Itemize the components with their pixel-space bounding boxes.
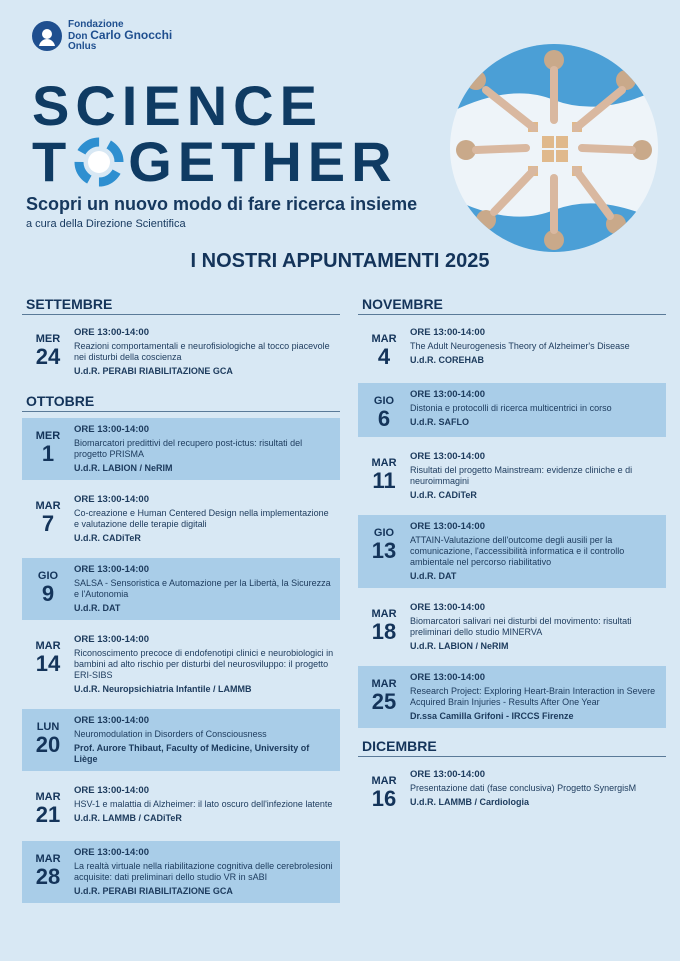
event-unit: U.d.R. LAMMB / Cardiologia (410, 797, 529, 807)
event-unit: U.d.R. CADiTeR (410, 490, 477, 500)
event-time: ORE 13:00-14:00 (74, 847, 149, 858)
event-time: ORE 13:00-14:00 (74, 715, 149, 726)
event-time: ORE 13:00-14:00 (74, 634, 149, 645)
event-day: 20 (35, 732, 61, 757)
event-time: ORE 13:00-14:00 (410, 327, 485, 338)
month-settembre: SETTEMBRE (22, 294, 340, 315)
event-time: ORE 13:00-14:00 (410, 602, 485, 613)
title-together-suffix: GETHER (128, 130, 398, 193)
foundation-logo (32, 20, 172, 52)
event-unit: U.d.R. LABION / NeRIM (74, 463, 173, 473)
event-time: ORE 13:00-14:00 (410, 389, 485, 400)
event-topic: Presentazione dati (fase conclusiva) Progetto SynergisM (410, 783, 637, 793)
event-day: 7 (41, 511, 55, 536)
event-weekday: MER (35, 333, 61, 345)
event-topic: Biomarcatori salivari nei disturbi del movimento: risultati preliminari dello studio MINERVA (410, 616, 632, 637)
event-day: 16 (371, 786, 397, 811)
event-day: 13 (371, 538, 397, 563)
event-weekday: MAR (35, 853, 61, 865)
event-weekday: MER (35, 430, 61, 442)
event-time: ORE 13:00-14:00 (410, 769, 485, 780)
event-card (358, 596, 666, 658)
event-weekday: LUN (36, 721, 60, 733)
event-card (22, 779, 340, 833)
event-weekday: MAR (371, 457, 397, 469)
event-topic: HSV-1 e malattia di Alzheimer: il lato oscuro dell'infezione latente (74, 799, 333, 809)
month-novembre: NOVEMBRE (358, 294, 666, 315)
event-weekday: GIO (373, 395, 395, 407)
logo-line2a: Don (68, 31, 88, 42)
circular-arrows-icon (74, 137, 124, 187)
event-unit: U.d.R. Neuropsichiatria Infantile / LAMMB (74, 684, 252, 694)
event-day: 6 (377, 406, 391, 431)
event-card (358, 383, 666, 437)
event-weekday: MAR (35, 791, 61, 803)
event-day: 28 (35, 864, 61, 889)
event-card (22, 418, 340, 480)
event-date (22, 327, 74, 377)
event-day: 18 (371, 619, 397, 644)
schedule-heading: I NOSTRI APPUNTAMENTI 2025 (190, 250, 490, 272)
title-together-prefix: T (32, 130, 73, 193)
event-unit: U.d.R. PERABI RIABILITAZIONE GCA (74, 886, 233, 896)
event-topic: Co-creazione e Human Centered Design nella implementazione e valutazione delle terapie digitali (74, 508, 329, 529)
event-card (22, 628, 340, 701)
event-card (358, 515, 666, 588)
event-time: ORE 13:00-14:00 (74, 564, 149, 575)
event-topic: Research Project: Exploring Heart-Brain Interaction in Severe Acquired Brain Injuries - Results After One Year (410, 686, 656, 707)
event-time: ORE 13:00-14:00 (74, 785, 149, 796)
event-weekday: MAR (371, 608, 397, 620)
logo-line2b: Carlo Gnocchi (90, 28, 173, 42)
event-topic: ATTAIN-Valutazione dell'outcome degli ausili per la comunicazione, l'accessibilità informatica e il controllo ambientale nel percorso riabilitativo (410, 535, 625, 567)
teamwork-photo (446, 40, 662, 256)
subtitle-curator: a cura della Direzione Scientifica (26, 218, 186, 230)
event-topic: Distonia e protocolli di ricerca multicentrici in corso (410, 403, 612, 413)
event-card (358, 763, 666, 817)
month-ottobre: OTTOBRE (22, 391, 340, 412)
event-time: ORE 13:00-14:00 (410, 451, 485, 462)
portrait-icon (32, 21, 62, 51)
event-card (22, 558, 340, 620)
event-unit: U.d.R. CADiTeR (74, 533, 141, 543)
title-science: SCIENCE (32, 74, 323, 137)
event-day: 4 (377, 344, 391, 369)
event-day: 24 (35, 344, 61, 369)
event-topic: Risultati del progetto Mainstream: evidenze cliniche e di neuroimmagini (410, 465, 633, 486)
event-topic: The Adult Neurogenesis Theory of Alzheimer's Disease (410, 341, 630, 351)
event-day: 25 (371, 689, 397, 714)
event-time: ORE 13:00-14:00 (410, 672, 485, 683)
title-together (32, 130, 398, 193)
event-unit: Prof. Aurore Thibaut, Faculty of Medicine, University of Liège (74, 743, 310, 764)
event-card (358, 321, 666, 375)
event-weekday: MAR (35, 500, 61, 512)
event-time: ORE 13:00-14:00 (74, 494, 149, 505)
event-unit: U.d.R. DAT (410, 571, 457, 581)
event-day: 11 (372, 468, 396, 493)
event-weekday: MAR (371, 775, 397, 787)
event-unit: U.d.R. PERABI RIABILITAZIONE GCA (74, 366, 233, 376)
event-unit: U.d.R. SAFLO (410, 417, 469, 427)
event-card (358, 445, 666, 507)
right-column (358, 294, 666, 825)
event-weekday: MAR (371, 333, 397, 345)
event-day: 21 (35, 802, 61, 827)
event-topic: Neuromodulation in Disorders of Consciousness (74, 729, 267, 739)
event-card (22, 709, 340, 771)
event-time: ORE 13:00-14:00 (74, 424, 149, 435)
event-day: 9 (41, 581, 55, 606)
event-card (358, 666, 666, 728)
event-unit: U.d.R. LAMMB / CADiTeR (74, 813, 182, 823)
event-unit: U.d.R. LABION / NeRIM (410, 641, 509, 651)
event-day: 1 (41, 441, 55, 466)
event-card (22, 488, 340, 550)
logo-line3: Onlus (68, 41, 97, 52)
event-weekday: MAR (371, 678, 397, 690)
event-day: 14 (35, 651, 61, 676)
event-card (22, 321, 340, 383)
logo-line1: Fondazione (68, 19, 124, 30)
event-unit: U.d.R. COREHAB (410, 355, 484, 365)
event-topic: Reazioni comportamentali e neurofisiologiche al tocco piacevole nei disturbi della coscienza (74, 341, 330, 362)
event-weekday: GIO (373, 527, 395, 539)
event-weekday: GIO (37, 570, 59, 582)
event-time: ORE 13:00-14:00 (410, 521, 485, 532)
event-card (22, 841, 340, 903)
event-topic: Biomarcatori predittivi del recupero post-ictus: risultati del progetto PRISMA (74, 438, 303, 459)
event-topic: SALSA - Sensoristica e Automazione per la Libertà, la Sicurezza e l'Autonomia (74, 578, 331, 599)
event-unit: U.d.R. DAT (74, 603, 121, 613)
event-weekday: MAR (35, 640, 61, 652)
event-topic: La realtà virtuale nella riabilitazione cognitiva delle cerebrolesioni acquisite: dati preliminari dello studio VR in sABI (74, 861, 333, 882)
month-dicembre: DICEMBRE (358, 736, 666, 757)
event-time: ORE 13:00-14:00 (74, 327, 149, 338)
event-unit: Dr.ssa Camilla Grifoni - IRCCS Firenze (410, 711, 574, 721)
event-topic: Riconoscimento precoce di endofenotipi clinici e neurobiologici in bambini ad alto rischio per disturbi del neurosviluppo: il progetto ERI-SIBS (74, 648, 334, 680)
left-column (22, 294, 340, 911)
subtitle: Scopri un nuovo modo di fare ricerca insieme (26, 194, 418, 214)
